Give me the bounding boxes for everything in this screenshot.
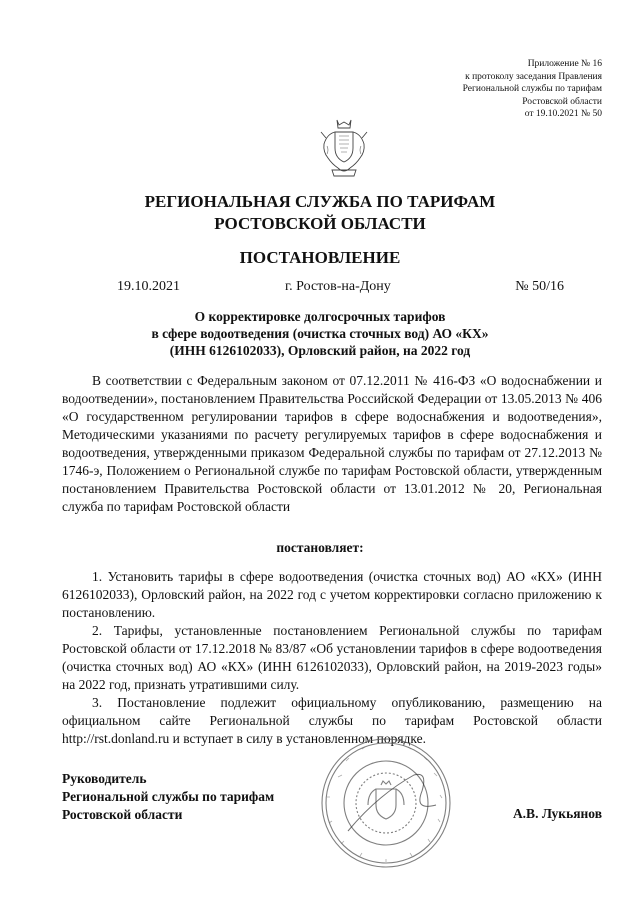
coat-of-arms-emblem — [318, 118, 370, 178]
appendix-line: Ростовской области — [522, 96, 602, 107]
appendix-line: Региональной службы по тарифам — [462, 84, 602, 94]
appendix-line: Приложение № 16 — [527, 59, 602, 69]
decree-item: 1. Установить тарифы в сфере водоотведения (очистка сточных вод) АО «КХ» (ИНН 6126102033), Орловский район, на 2022 год с учетом корректировки согласно приложению к постановлению. — [62, 569, 602, 620]
signatory-line: Руководитель — [62, 771, 147, 786]
decree-item: 3. Постановление подлежит официальному опубликованию, размещению на официальном сайте Региональной службы по тарифам Ростовской области http://rst.donland.ru и вступает в силу в установленном порядке. — [62, 695, 602, 746]
document-type: ПОСТАНОВЛЕНИЕ — [239, 248, 401, 267]
subject-line: О корректировке долгосрочных тарифов — [194, 309, 446, 324]
official-seal-stamp — [318, 735, 454, 871]
signatory-name: А.В. Лукьянов — [512, 806, 602, 821]
organization-line: РОСТОВСКОЙ ОБЛАСТИ — [214, 214, 426, 233]
decree-item: 2. Тарифы, установленные постановлением Региональной службы по тарифам Ростовской области от 17.12.2018 № 83/87 «Об установлении тарифов в сфере водоотведения (очистка сточных вод) АО «КХ» (ИНН 6126102033), Орловский район, на 2019-2023 годы» на 2022 год, признать утратившими силу. — [62, 623, 602, 692]
document-subject — [0, 308, 640, 359]
subject-line: (ИНН 6126102033), Орловский район, на 2022 год — [169, 343, 471, 358]
decree-word: постановляет: — [276, 540, 364, 555]
decree-items — [62, 568, 602, 748]
organization-name — [0, 191, 640, 235]
appendix-line: от 19.10.2021 № 50 — [524, 109, 602, 119]
subject-line: в сфере водоотведения (очистка сточных вод) АО «КХ» — [151, 326, 489, 341]
document-city: г. Ростов-на-Дону — [285, 279, 391, 294]
signatory-line: Ростовской области — [62, 807, 183, 822]
appendix-note — [382, 58, 602, 121]
signatory-line: Региональной службы по тарифам — [62, 789, 275, 804]
organization-line: РЕГИОНАЛЬНАЯ СЛУЖБА ПО ТАРИФАМ — [144, 192, 496, 211]
document-date: 19.10.2021 — [117, 279, 180, 294]
document-number: № 50/16 — [515, 279, 564, 294]
preamble-paragraph: В соответствии с Федеральным законом от 07.12.2011 № 416-ФЗ «О водоснабжении и водоотведении», постановлением Правительства Российской Федерации от 13.05.2013 № 406 «О государственном регулировании тарифов в сфере водоснабжения и водоотведения», Методическими указаниями по расчету регулируемых тарифов в сфере водоснабжения и водоотведения, утвержденными приказом Федеральной службы по тарифам от 27.12.2013 № 1746-э, Положением о Региональной службе по тарифам Ростовской области, утвержденным постановлением Правительства Ростовской области от 13.01.2012 № 20, Региональная служба по тарифам Ростовской области — [62, 373, 602, 514]
appendix-line: к протоколу заседания Правления — [465, 71, 602, 82]
signatory-block — [62, 770, 274, 824]
